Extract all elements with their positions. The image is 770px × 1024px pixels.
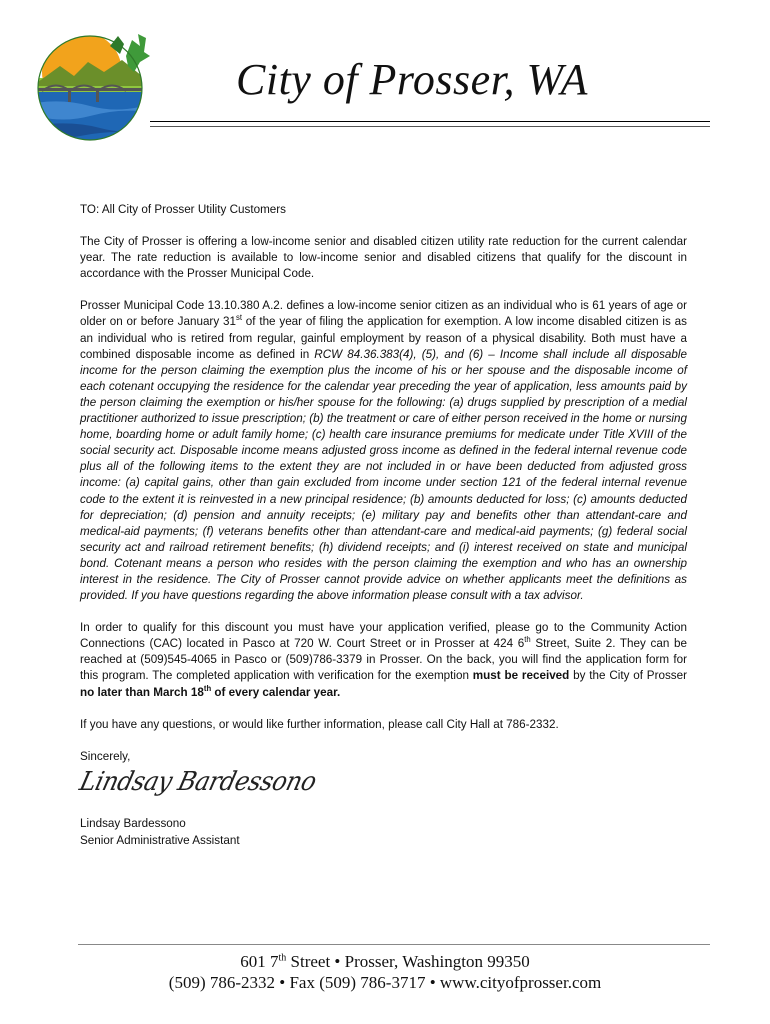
header-divider-secondary [150,126,710,127]
signature-block [80,815,240,848]
address-text-b: Street • Prosser, Washington 99350 [286,952,530,971]
deadline-superscript: th [203,683,212,693]
paragraph-qualification [80,619,687,699]
paragraph-definitions [80,297,687,603]
letter-body [80,201,687,780]
page-title: City of Prosser, WA [236,55,588,104]
closing: Sincerely, [80,748,131,763]
deadline-text: no later than March 18 [80,684,204,699]
footer-contact: (509) 786-2332 • Fax (509) 786-3717 • www.cityofprosser.com [168,973,602,992]
footer-divider [78,944,710,945]
paragraph-intro: The City of Prosser is offering a low-income senior and disabled citizen utility rate reduction for the current calendar year. The rate reduction is available to low-income senior and disabled citizens that qualify for the discount in accordance with the Prosser Municipal Code. [80,234,687,281]
qualification-text-b: Street, Suite 2. They can be reached at (509)545-4065 in Pasco or (509)786-3379 in Prosser. On the back, you will find the application form for this program. The completed application with verification for the exemption [80,636,687,683]
address-text-a: 601 7 [240,952,279,971]
definitions-text-b: of the year of filing the application for exemption. A low income disabled citizen is as an individual who is retired from regular, gainful employment by reason of a physical disability. Both must have a combined disposable income as defined in [80,314,687,361]
rcw-definition: RCW 84.36.383(4), (5), and (6) – Income shall include all disposable income for the person claiming the exemption plus the income of his or her spouse and the disposable income of each cotenant occupying the residence for the calendar year preceding the year of application, less amounts paid by the person claiming the exemption or his/her spouse for the following: (a) drugs supplied by prescription of a medial practitioner authorized to issue prescription; (b) the treatment or care of either person received in the home or nursing home, boarding home or adult family home; (c) health care insurance premiums for medicate under Title XVIII of the social security act. Disposable income means adjusted gross income as defined in the federal internal revenue code plus all of the following items to the extent they are not included in or have been deducted from adjusted gross income: (a) capital gains, other than gain excluded from income under section 121 of the federal internal revenue code to the extent it is reinvested in a new principal residence; (b) amounts deducted for loss; (c) amounts deducted for depreciation; (d) pension and annuity receipts; (e) military pay and benefits other than attendant-care and medical-aid payments; (f) veterans benefits other than attendant-care and medical-aid payments; (g) federal social security act and railroad retirement benefits; (h) dividend receipts; and (i) interest received on state and municipal bond. Cotenant means a person who resides with the person claiming the exemption and who has an ownership interest in the residence. The City of Prosser cannot provide advice on whether applicants meet the definitions as provided. If you have questions regarding the above information please consult with a tax advisor. [80,346,687,603]
qualification-text-c: by the City of Prosser [569,668,688,683]
signer-name: Lindsay Bardessono [80,816,186,830]
paragraph-contact: If you have any questions, or would like further information, please call City Hall at 786-2332. [80,716,559,731]
must-be-received: must be received [472,668,570,683]
to-line: TO: All City of Prosser Utility Customers [80,202,287,216]
deadline-date [80,685,340,699]
qualification-text-a: In order to qualify for this discount you must have your application verified, please go to the Community Action Connections (CAC) located in Pasco at 720 W. Court Street or in Prosser at 424 6 [80,620,687,651]
address-superscript: th [278,952,287,964]
footer-address [0,952,770,972]
city-seal-icon [30,26,150,146]
city-logo [30,26,150,146]
qualification-superscript-street: th [524,635,531,645]
header-divider [150,121,710,122]
handwritten-signature: Lindsay Bardessono [76,767,320,797]
definitions-text-a: Prosser Municipal Code 13.10.380 A.2. defines a low-income senior citizen as an individual who is 61 years of age or older on or before January 31 [80,298,687,329]
definitions-superscript: st [235,313,242,323]
signer-title: Senior Administrative Assistant [80,832,240,847]
deadline-suffix: of every calendar year. [211,684,341,699]
